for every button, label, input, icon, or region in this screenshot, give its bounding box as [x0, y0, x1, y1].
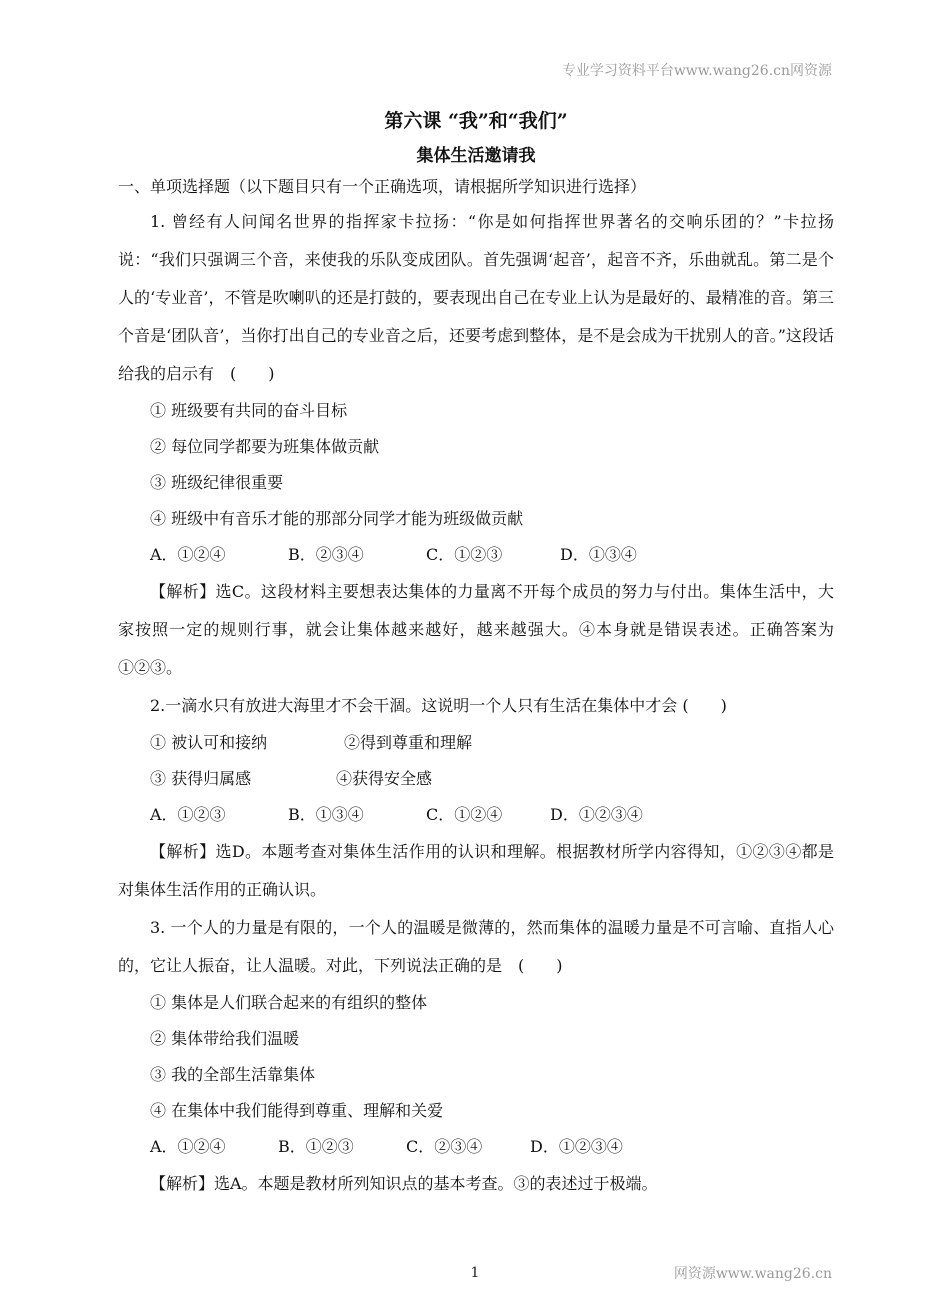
page-number: 1 [470, 1265, 480, 1281]
q3-option: ③ 我的全部生活靠集体 [150, 1065, 316, 1084]
q1-analysis: 【解析】选C。这段材料主要想表达集体的力量离不开每个成员的努力与付出。集体生活中，大家按照一定的规则行事，就会让集体越来越好，越来越强大。④本身就是错误表述。正确答案为①②③。 [118, 582, 834, 677]
q1-option: ④ 班级中有音乐才能的那部分同学才能为班级做贡献 [150, 509, 524, 528]
q1-choices [118, 537, 834, 573]
q2-choice-a: A．①②③ [150, 805, 226, 824]
q2-choice-d: D．①②③④ [550, 805, 643, 824]
q1-choice-b: B．②③④ [288, 545, 364, 564]
q3-option: ④ 在集体中我们能得到尊重、理解和关爱 [150, 1101, 444, 1120]
page-subtitle: 集体生活邀请我 [416, 146, 536, 166]
q2-option: ④获得安全感 [336, 769, 433, 788]
q3-choice-a: A．①②④ [150, 1137, 226, 1156]
page-title: 第六课 “我”和“我们” [384, 110, 568, 132]
document-body [118, 105, 834, 1203]
q2-options-row [118, 761, 834, 797]
q3-choice-b: B．①②③ [278, 1137, 354, 1156]
q1-choice-d: D．①③④ [560, 545, 637, 564]
q3-option: ② 集体带给我们温暖 [150, 1029, 300, 1048]
q1-option: ③ 班级纪律很重要 [150, 473, 284, 492]
section-heading: 一、单项选择题（以下题目只有一个正确选项，请根据所学知识进行选择） [118, 177, 647, 196]
q3-analysis: 【解析】选A。本题是教材所列知识点的基本考查。③的表述过于极端。 [150, 1174, 658, 1193]
q2-choices [118, 797, 834, 833]
q2-analysis: 【解析】选D。本题考查对集体生活作用的认识和理解。根据教材所学内容得知，①②③④都是对集体生活作用的正确认识。 [118, 842, 834, 899]
q2-option: ③ 获得归属感 [150, 769, 252, 788]
q3-option: ① 集体是人们联合起来的有组织的整体 [150, 993, 428, 1012]
q2-option: ① 被认可和接纳 [150, 733, 268, 752]
q2-options-row [118, 725, 834, 761]
q2-choice-c: C．①②④ [426, 805, 503, 824]
q3-choices [118, 1129, 834, 1165]
q1-choice-c: C．①②③ [426, 545, 503, 564]
q1-option: ② 每位同学都要为班集体做贡献 [150, 437, 380, 456]
header-site-text: 专业学习资料平台www.wang26.cn网资源 [561, 63, 832, 79]
q2-stem: 2.一滴水只有放进大海里才不会干涸。这说明一个人只有生活在集体中才会 ( ) [150, 696, 727, 715]
q1-stem: 1. 曾经有人问闻名世界的指挥家卡拉扬：“你是如何指挥世界著名的交响乐团的？”卡拉扬说：“我们只强调三个音，来使我的乐队变成团队。首先强调‘起音’，起音不齐，乐曲就乱。第二是个人的‘专业音’，不管是吹喇叭的还是打鼓的，要表现出自己在专业上认为是最好的、最精准的音。第三个音是‘团队音’，当你打出自己的专业音之后，还要考虑到整体，是不是会成为干扰别人的音。”这段话给我的启示有 ( ) [118, 212, 834, 383]
q2-option: ②得到尊重和理解 [344, 733, 473, 752]
q2-choice-b: B．①③④ [288, 805, 364, 824]
q1-choice-a: A．①②④ [150, 545, 226, 564]
q3-choice-c: C．②③④ [406, 1137, 483, 1156]
q1-option: ① 班级要有共同的奋斗目标 [150, 401, 348, 420]
q3-stem: 3. 一个人的力量是有限的，一个人的温暖是微薄的，然而集体的温暖力量是不可言喻、直指人心的，它让人振奋，让人温暖。对此，下列说法正确的是 ( ) [118, 918, 834, 975]
q3-choice-d: D．①②③④ [530, 1137, 623, 1156]
footer-brand-text: 网资源www.wang26.cn [673, 1266, 832, 1282]
